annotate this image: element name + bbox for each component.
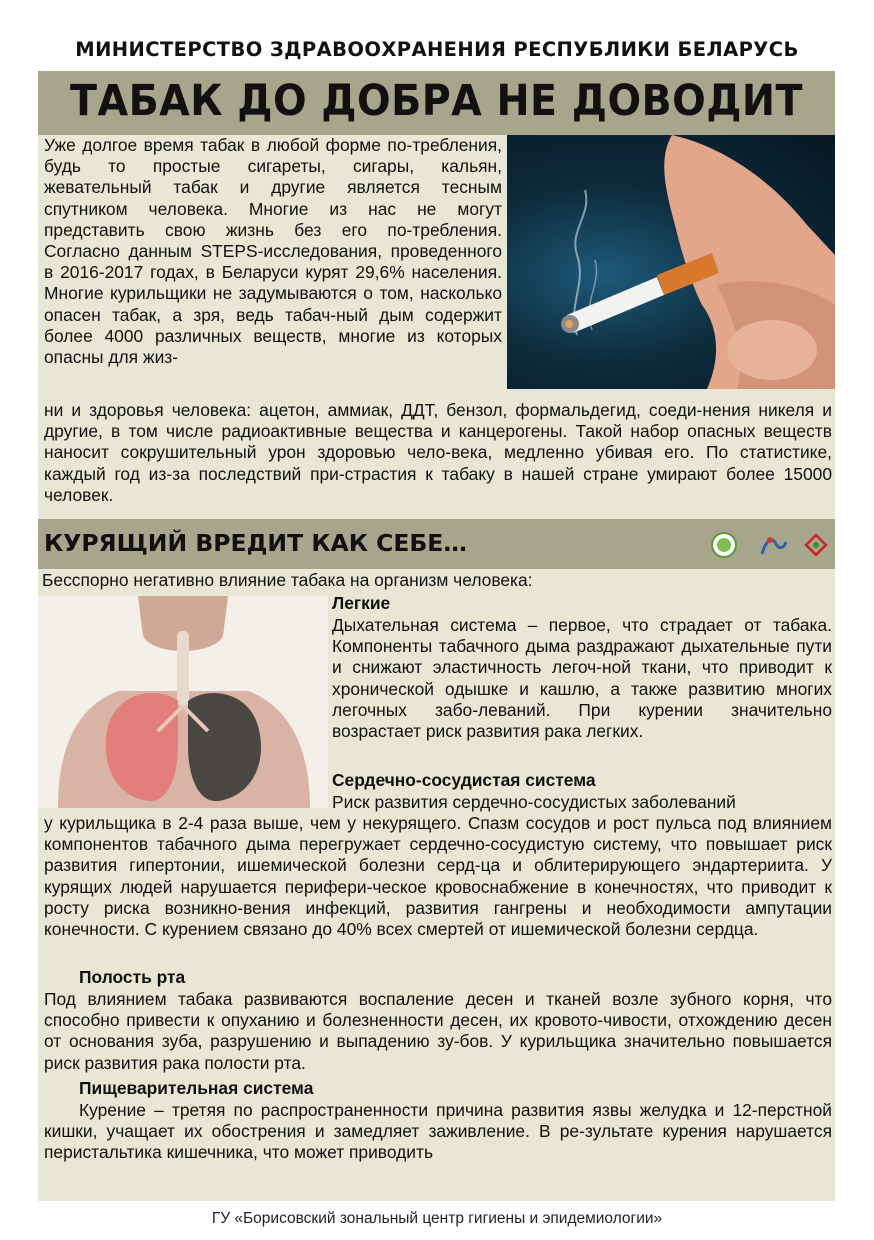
intro-paragraph: ни и здоровья человека: ацетон, аммиак, ДДТ, бензол, формальдегид, соеди-нения никеля и другие, в том числе радиоактивные вещества и канцерогены. Такой набор опасных веществ наносит сокрушительный урон здоровью чело-века, медленно убивая его. По статистике, каждый год из-за последствий при-страстия к табаку в нашей стране умирают более 15000 человек. xyxy=(44,400,832,505)
page-title: ТАБАК ДО ДОБРА НЕ ДОВОДИТ xyxy=(70,76,803,126)
lungs-photo xyxy=(38,596,328,808)
intro-paragraph-wrapped: Уже долгое время табак в любой форме по-требления, будь то простые сигареты, сигары, кальян, жевательный табак и другие является тесным спутником человека. Многие из нас не могут представить свою жизнь без его по-требления. Согласно данным STEPS-исследования, проведенного в 2016-2017 годах, в Беларуси курят 29,6% населения. Многие курильщики не задумываются о том, насколько опасен табак, а зря, ведь табач-ный дым содержит более 4000 различных веществ, многие из которых опасны для жиз- xyxy=(44,135,502,368)
lungs-heading: Легкие xyxy=(332,593,391,613)
footer-organization: ГУ «Борисовский зональный центр гигиены и эпидемиологии» xyxy=(211,1210,663,1227)
digestive-heading: Пищеварительная система xyxy=(79,1078,314,1098)
health-logo-icon xyxy=(709,532,739,558)
mouth-text: Под влиянием табака развиваются воспаление десен и тканей возле зубного корня, что способно привести к опуханию и болезненности десен, их кровото-чивости, отхождению десен от основания зуба, разрушению и выпадению зу-бов. У курильщика значительно повышается риск развития рака полости рта. xyxy=(44,989,832,1073)
people-logo-icon xyxy=(758,532,788,558)
ministry-name: МИНИСТЕРСТВО ЗДРАВООХРАНЕНИЯ РЕСПУБЛИКИ БЕЛАРУСЬ xyxy=(75,38,799,61)
digestive-text: Курение – третяя по распространенности причина развития язвы желудка и 12-перстной кишки, учащает их обострения и замедляет заживление. В ре-зультате курения нарушается перистальтика кишечника, что может приводить xyxy=(44,1100,832,1163)
section-lead: Бесспорно негативно влияние табака на организм человека: xyxy=(42,570,533,590)
mouth-heading: Полость рта xyxy=(79,967,186,987)
heart-first-line: Риск развития сердечно-сосудистых заболеваний xyxy=(332,792,736,812)
heart-heading: Сердечно-сосудистая система xyxy=(332,770,596,790)
lungs-text: Дыхательная система – первое, что страдает от табака. Компоненты табачного дыма раздражают дыхательные пути и снижают эластичность легоч-ной ткани, что приводит к хронической одышке и кашлю, а также развитию многих легочных забо-леваний. При курении значительно возрастает риск развития рака легких. xyxy=(332,615,832,742)
section-title: КУРЯЩИЙ ВРЕДИТ КАК СЕБЕ… xyxy=(44,529,467,557)
ornament-logo-icon xyxy=(801,532,831,558)
heart-text: у курильщика в 2-4 раза выше, чем у некурящего. Спазм сосудов и рост пульса под влиянием компонентов табачного дыма перегружает сердечно-сосудистую систему, что повышает риск развития гипертонии, ишемической болезни серд-ца и облитерирующего эндартериита. У курящих людей нарушается перифери-ческое кровоснабжение в конечностях, что приводит к росту риска возникно-вения инфекций, развития гангрены и необходимости ампутации конечности. С курением связано до 40% всех смертей от ишемической болезни сердца. xyxy=(44,813,832,940)
cigarette-hand-photo xyxy=(507,135,835,389)
